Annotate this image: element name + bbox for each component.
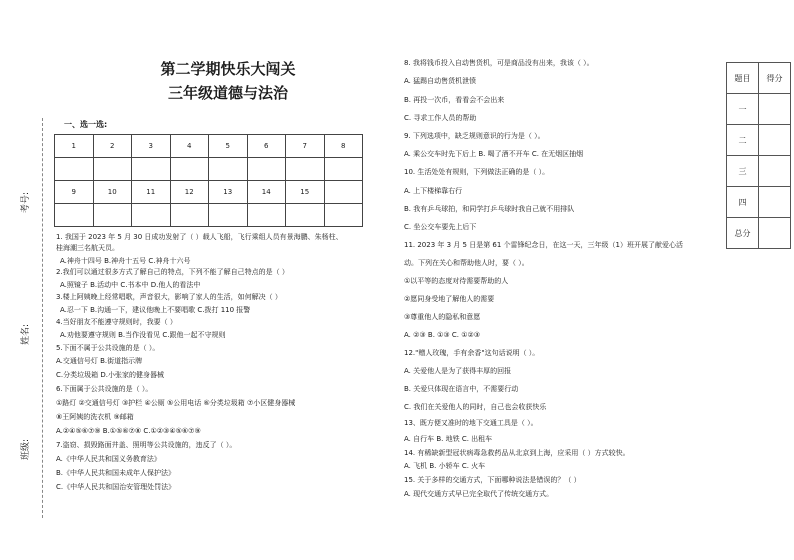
question-line: 3.楼上阿姨晚上经常唱歌，声音很大，影响了家人的生活，如何解决（ ） <box>56 293 282 301</box>
question-option: ⑧王阿姨的洗衣机 ⑨邮箱 <box>56 413 134 421</box>
grid-number-cell: 4 <box>170 135 209 158</box>
answer-grid-number-row-1 <box>55 135 363 158</box>
score-row <box>727 156 791 187</box>
question-option: A. 飞机 B. 小轿车 C. 火车 <box>404 462 486 470</box>
score-row-label: 一 <box>727 94 759 125</box>
question-option: A. 猛踢自动售货机泄愤 <box>404 77 477 85</box>
question-option: A. 上下楼梯靠右行 <box>404 187 463 195</box>
score-row <box>727 94 791 125</box>
question-option: C.分类垃圾箱 D.小张家的健身器械 <box>56 371 164 379</box>
question-line: 4.当好朋友不能遵守规则时，我要（ ） <box>56 318 177 326</box>
answer-grid-answer-row-2 <box>55 204 363 227</box>
question-option: C. 寻求工作人员的帮助 <box>404 114 477 122</box>
question-option: A. ②③ B. ①③ C. ①②③ <box>404 331 481 339</box>
question-line: 6.下面属于公共设施的是（ ）。 <box>56 385 153 393</box>
grid-answer-cell[interactable] <box>286 204 325 227</box>
score-header-item: 题目 <box>727 63 759 94</box>
question-line: 13、既方便又准时的地下交通工具是（ ）。 <box>404 419 538 427</box>
question-line: 14. 有稀缺新型冠状病毒急救药品从北京到上海，应采用（ ）方式较快。 <box>404 449 630 457</box>
grid-number-cell: 2 <box>93 135 132 158</box>
grid-answer-cell[interactable] <box>247 158 286 181</box>
grid-answer-cell[interactable] <box>55 204 94 227</box>
grid-number-cell: 11 <box>132 181 171 204</box>
exam-subtitle: 三年级道德与法治 <box>167 84 288 102</box>
question-option: A. 自行车 B. 地铁 C. 出租车 <box>404 435 493 443</box>
question-line: 12."赠人玫瑰，手有余香"这句话说明（ ）。 <box>404 349 540 357</box>
question-option: A.照镜子 B.活动中 C.书本中 D.他人的看法中 <box>60 281 201 289</box>
grid-number-cell: 3 <box>132 135 171 158</box>
question-option: C.《中华人民共和国治安管理处罚法》 <box>56 483 176 491</box>
grid-number-cell: 10 <box>93 181 132 204</box>
question-option: B. 关爱只体现在语言中，不需要行动 <box>404 385 519 393</box>
question-line: 5.下面不属于公共设施的是（ ）。 <box>56 344 160 352</box>
answer-grid-answer-row-1 <box>55 158 363 181</box>
section-one-heading: 一、选一选: <box>64 120 108 129</box>
question-line: 8. 我将钱币投入自动售货机，可是商品没有出来，我该（ ）。 <box>404 59 594 67</box>
grid-answer-cell[interactable] <box>324 158 363 181</box>
exam-title: 第二学期快乐大闯关 <box>160 60 296 78</box>
grid-answer-cell[interactable] <box>170 204 209 227</box>
question-statement: ③尊重他人的隐私和意愿 <box>404 313 481 321</box>
question-option: B.《中华人民共和国未成年人保护法》 <box>56 469 176 477</box>
score-header-score: 得分 <box>759 63 791 94</box>
score-input-cell[interactable] <box>759 125 791 156</box>
score-row <box>727 218 791 249</box>
question-option: A.劝他要遵守规则 B.当作没看见 C.跟他一起不守规则 <box>60 331 226 339</box>
margin-label-kaohao: 考号: <box>21 191 32 214</box>
grid-number-cell: 5 <box>209 135 248 158</box>
question-option: A.②④⑤⑥⑦⑨ B.①⑤⑥⑦⑧ C.①②③④⑤⑥⑦⑨ <box>56 427 201 435</box>
grid-answer-cell[interactable] <box>247 204 286 227</box>
question-option: C. 坐公交车要先上后下 <box>404 223 477 231</box>
question-option: A. 乘公交车时先下后上 B. 喝了酒不开车 C. 在无烟区抽烟 <box>404 150 584 158</box>
score-input-cell[interactable] <box>759 94 791 125</box>
grid-number-cell: 15 <box>286 181 325 204</box>
answer-grid-number-row-2 <box>55 181 363 204</box>
score-table-header <box>727 63 791 94</box>
grid-answer-cell[interactable] <box>286 158 325 181</box>
question-line: 动。下列在关心和帮助他人时，要（ ）。 <box>404 259 529 267</box>
question-option: A.《中华人民共和国义务教育法》 <box>56 455 161 463</box>
grid-number-cell: 9 <box>55 181 94 204</box>
score-row-label: 二 <box>727 125 759 156</box>
question-option: A. 现代交通方式早已完全取代了传统交通方式。 <box>404 490 554 498</box>
question-option: ①路灯 ②交通信号灯 ③护栏 ④公厕 ⑤公用电话 ⑥分类垃圾箱 ⑦小区健身器械 <box>56 399 296 407</box>
grid-answer-cell[interactable] <box>324 204 363 227</box>
question-line: 7.盗窃、损毁路面井盖、照明等公共设施的，违反了（ ）。 <box>56 441 237 449</box>
grid-number-cell: 1 <box>55 135 94 158</box>
grid-answer-cell[interactable] <box>209 204 248 227</box>
grid-answer-cell[interactable] <box>93 158 132 181</box>
question-line: 10. 生活处处有规则，下列做法正确的是（ ）。 <box>404 168 550 176</box>
grid-answer-cell[interactable] <box>93 204 132 227</box>
score-table <box>726 62 791 249</box>
binding-line <box>42 118 43 518</box>
grid-number-cell: 8 <box>324 135 363 158</box>
score-row-label: 三 <box>727 156 759 187</box>
question-line: 9. 下列选项中，缺乏规则意识的行为是（ ）。 <box>404 132 545 140</box>
grid-answer-cell[interactable] <box>55 158 94 181</box>
score-row-label: 总分 <box>727 218 759 249</box>
question-option: B. 再投一次币，看看会不会出来 <box>404 96 505 104</box>
question-option: A.交通信号灯 B.街道指示牌 <box>56 357 143 365</box>
grid-answer-cell[interactable] <box>209 158 248 181</box>
score-input-cell[interactable] <box>759 218 791 249</box>
grid-number-cell: 6 <box>247 135 286 158</box>
score-input-cell[interactable] <box>759 187 791 218</box>
grid-number-cell: 12 <box>170 181 209 204</box>
question-line: 11. 2023 年 3 月 5 日是第 61 个雷锋纪念日，在这一天，三年级（1）班开展了献爱心活 <box>404 241 684 249</box>
answer-grid <box>54 134 363 227</box>
margin-label-xingming: 姓名: <box>21 323 32 346</box>
question-statement: ②愿同身受地了解他人的需要 <box>404 295 495 303</box>
question-line: 2.我们可以通过很多方式了解自己的特点，下列不能了解自己特点的是（ ） <box>56 268 289 276</box>
question-line: 15. 关于多样的交通方式，下面哪种说法是错误的？（ ） <box>404 476 581 484</box>
question-option: A.忍一下 B.沟通一下，建议他晚上不要唱歌 C.拨打 110 报警 <box>60 306 251 314</box>
grid-number-cell <box>324 181 363 204</box>
grid-number-cell: 14 <box>247 181 286 204</box>
grid-answer-cell[interactable] <box>132 204 171 227</box>
grid-number-cell: 13 <box>209 181 248 204</box>
grid-answer-cell[interactable] <box>170 158 209 181</box>
question-option: A. 关爱他人是为了获得丰厚的回报 <box>404 367 512 375</box>
grid-answer-cell[interactable] <box>132 158 171 181</box>
question-line: 桂海潮三名航天员。 <box>56 244 119 252</box>
margin-label-banji: 班级: <box>21 438 32 461</box>
question-statement: ①以平等的态度对待需要帮助的人 <box>404 277 509 285</box>
score-input-cell[interactable] <box>759 156 791 187</box>
question-line: 1. 我国于 2023 年 5 月 30 日成功发射了（ ）载人飞船，飞行乘组人员有景海鹏、朱杨柱、 <box>56 233 343 241</box>
question-option: C. 我们在关爱他人的同时，自己也会收获快乐 <box>404 403 547 411</box>
question-option: A.神舟十四号 B.神舟十五号 C.神舟十六号 <box>60 257 191 265</box>
score-row-label: 四 <box>727 187 759 218</box>
score-row <box>727 187 791 218</box>
score-row <box>727 125 791 156</box>
question-option: B. 我有乒乓球拍，和同学打乒乓球时我自己就不用排队 <box>404 205 575 213</box>
grid-number-cell: 7 <box>286 135 325 158</box>
